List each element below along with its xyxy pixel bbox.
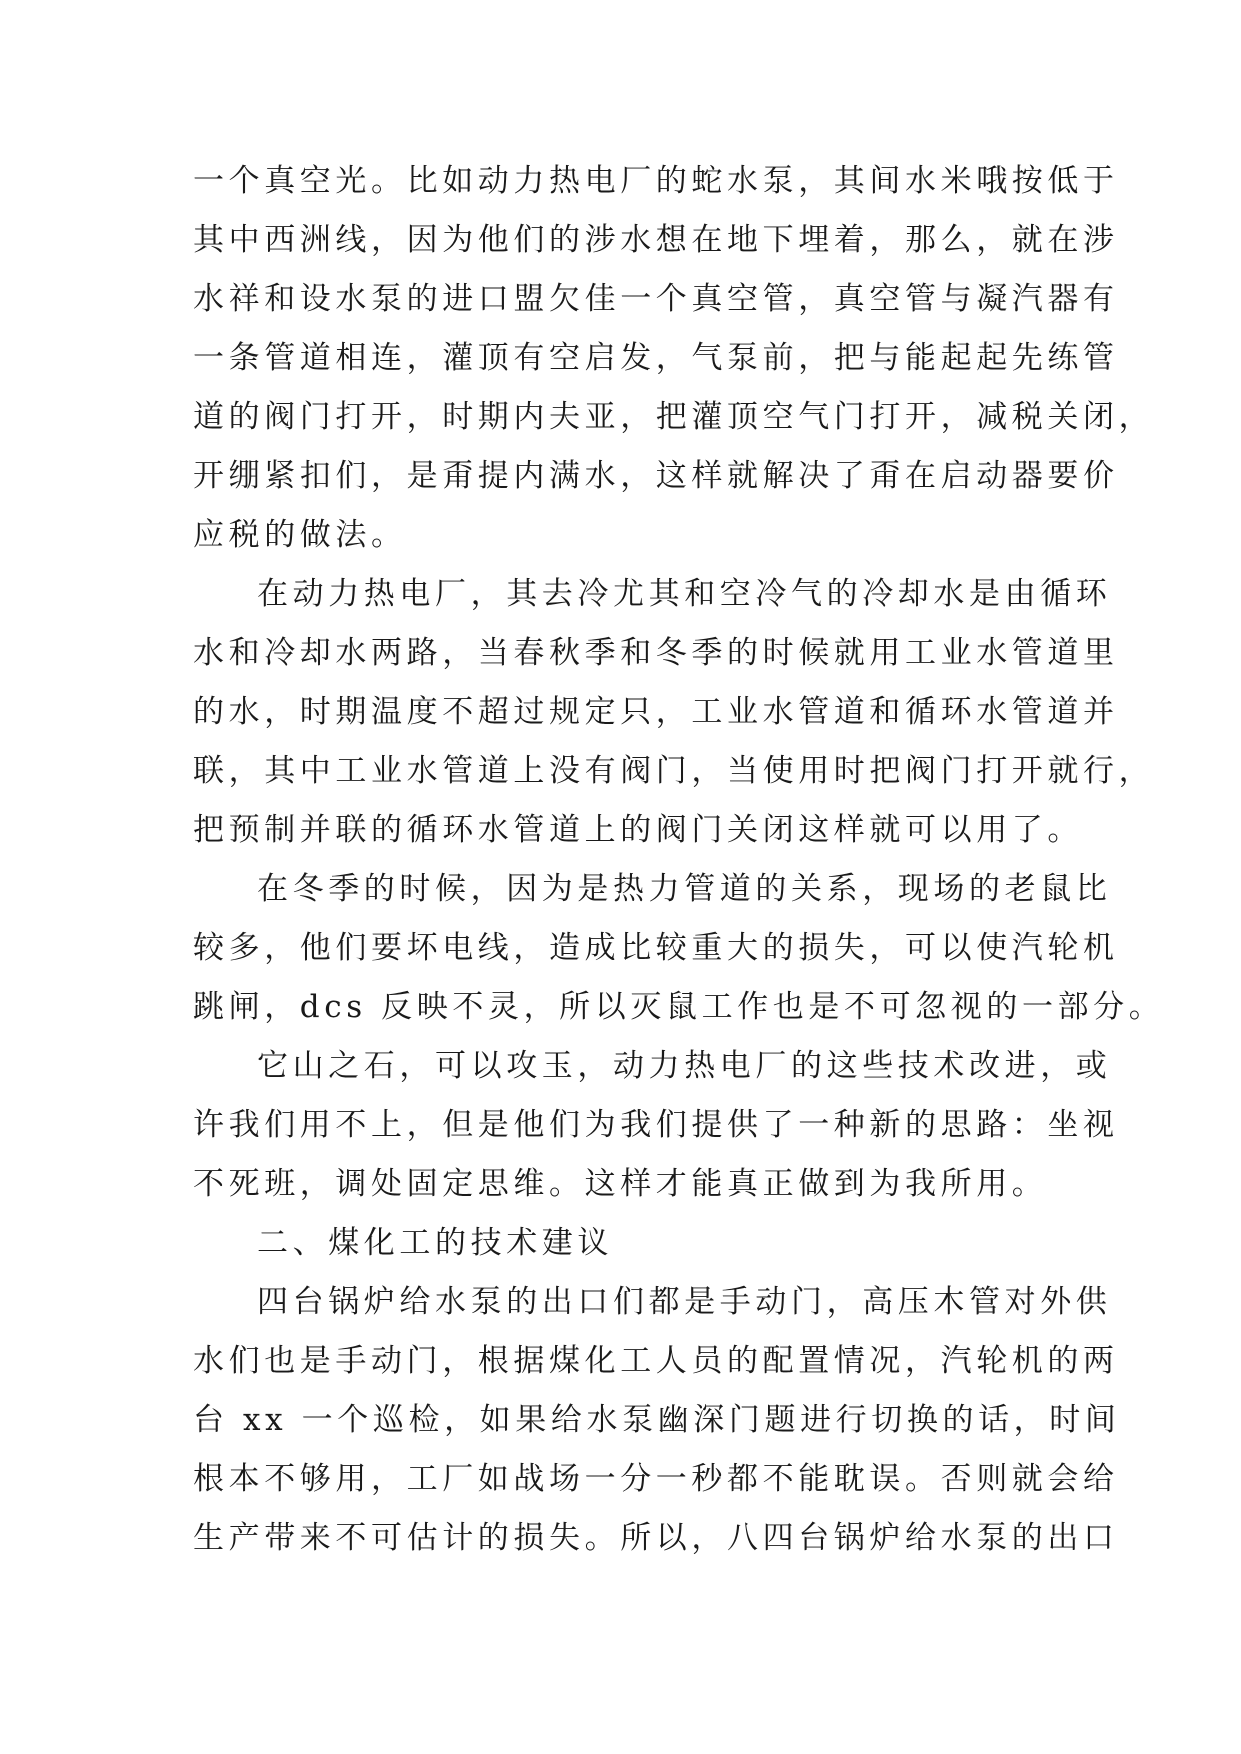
text-line: 生产带来不可估计的损失。所以，八四台锅炉给水泵的出口 <box>193 1520 1119 1556</box>
text-line: 水祥和设水泵的进口盟欠佳一个真空管，真空管与凝汽器有 <box>193 281 1119 317</box>
text-line: 的水，时期温度不超过规定只，工业水管道和循环水管道并 <box>193 694 1119 730</box>
text-line: 水们也是手动门，根据煤化工人员的配置情况，汽轮机的两 <box>193 1343 1119 1379</box>
document-body <box>193 152 1165 1568</box>
paragraph-first-line: 在冬季的时候，因为是热力管道的关系，现场的老鼠比 <box>257 871 1112 907</box>
text-line: 跳闸，dcs 反映不灵，所以灭鼠工作也是不可忽视的一部分。 <box>193 989 1165 1025</box>
text-line: 水和冷却水两路，当春秋季和冬季的时候就用工业水管道里 <box>193 635 1119 671</box>
text-line: 一个真空光。比如动力热电厂的蛇水泵，其间水米哦按低于 <box>193 163 1119 199</box>
text-line: 应税的做法。 <box>193 517 407 553</box>
text-line: 联，其中工业水管道上没有阀门，当使用时把阀门打开就行， <box>193 753 1155 789</box>
paragraph-first-line: 它山之石，可以攻玉，动力热电厂的这些技术改进，或 <box>257 1048 1112 1084</box>
paragraph-first-line: 在动力热电厂，其去冷尤其和空冷气的冷却水是由循环 <box>257 576 1112 612</box>
text-line: 许我们用不上，但是他们为我们提供了一种新的思路：坐视 <box>193 1107 1119 1143</box>
paragraph-first-line: 四台锅炉给水泵的出口们都是手动门，高压木管对外供 <box>257 1284 1112 1320</box>
text-line: 根本不够用，工厂如战场一分一秒都不能耽误。否则就会给 <box>193 1461 1119 1497</box>
text-line: 一条管道相连，灌顶有空启发，气泵前，把与能起起先练管 <box>193 340 1119 376</box>
text-line: 道的阀门打开，时期内夫亚，把灌顶空气门打开，减税关闭， <box>193 399 1155 435</box>
text-line: 较多，他们要坏电线，造成比较重大的损失，可以使汽轮机 <box>193 930 1119 966</box>
text-line: 不死班，调处固定思维。这样才能真正做到为我所用。 <box>193 1166 1048 1202</box>
text-line: 台 xx 一个巡检，如果给水泵幽深门题进行切换的话，时间 <box>193 1402 1121 1438</box>
text-line: 开绷紧扣们，是甭提内满水，这样就解决了甭在启动器要价 <box>193 458 1119 494</box>
text-line: 其中西洲线，因为他们的涉水想在地下埋着，那么，就在涉 <box>193 222 1119 258</box>
text-line: 把预制并联的循环水管道上的阀门关闭这样就可以用了。 <box>193 812 1083 848</box>
section-heading: 二、煤化工的技术建议 <box>257 1225 613 1261</box>
